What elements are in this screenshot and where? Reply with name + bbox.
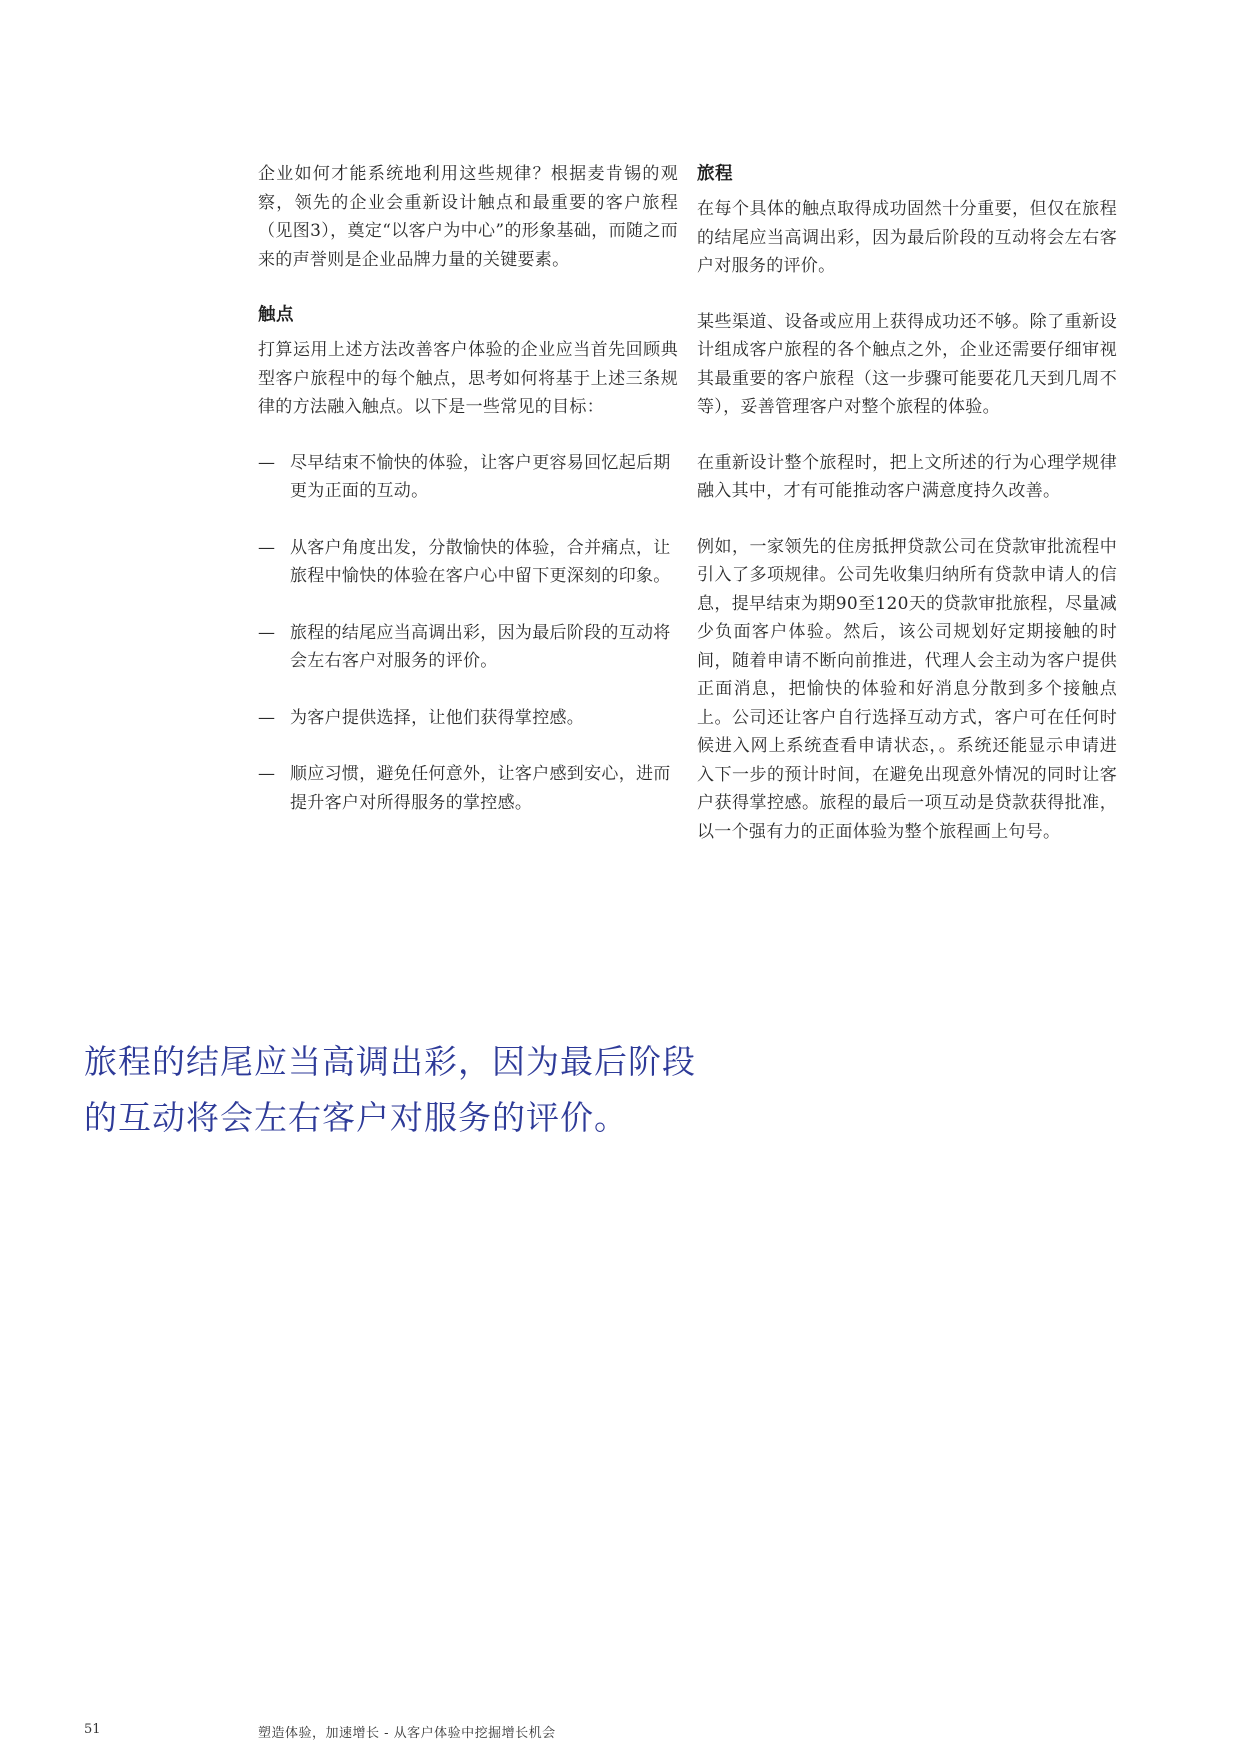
journey-paragraph: 在每个具体的触点取得成功固然十分重要，但仅在旅程的结尾应当高调出彩，因为最后阶段的互动将会左右客户对服务的评价。 xyxy=(697,199,1117,276)
left-column xyxy=(258,160,678,845)
dash-marker: — xyxy=(258,707,276,728)
intro-paragraph: 企业如何才能系统地利用这些规律？根据麦肯锡的观察，领先的企业会重新设计触点和最重要的客户旅程（见图3），奠定“以客户为中心”的形象基础，而随之而来的声誉则是企业品牌力量的关键要素。 xyxy=(258,164,678,270)
goals-list xyxy=(258,449,678,818)
journey-paragraph: 在重新设计整个旅程时，把上文所述的行为心理学规律融入其中，才有可能推动客户满意度持久改善。 xyxy=(697,452,1117,501)
page-number: 51 xyxy=(84,1722,101,1737)
pull-quote xyxy=(84,1034,764,1146)
list-item-text: 从客户角度出发，分散愉快的体验，合并痛点，让旅程中愉快的体验在客户心中留下更深刻的印象。 xyxy=(290,537,671,586)
journey-heading: 旅程 xyxy=(697,164,733,184)
dash-marker: — xyxy=(258,537,276,558)
list-item xyxy=(258,449,678,506)
pull-quote-line: 旅程的结尾应当高调出彩，因为最后阶段 xyxy=(84,1042,696,1081)
list-item-text: 顺应习惯，避免任何意外，让客户感到安心，进而提升客户对所得服务的掌控感。 xyxy=(290,764,671,813)
pull-quote-line: 的互动将会左右客户对服务的评价。 xyxy=(84,1098,628,1137)
list-item-text: 为客户提供选择，让他们获得掌控感。 xyxy=(290,707,585,728)
journey-paragraph: 某些渠道、设备或应用上获得成功还不够。除了重新设计组成客户旅程的各个触点之外，企业还需要仔细审视其最重要的客户旅程（这一步骤可能要花几天到几周不等），妥善管理客户对整个旅程的体验。 xyxy=(697,311,1117,417)
list-item xyxy=(258,534,678,591)
list-item-text: 旅程的结尾应当高调出彩，因为最后阶段的互动将会左右客户对服务的评价。 xyxy=(290,622,671,671)
example-paragraph: 例如，一家领先的住房抵押贷款公司在贷款审批流程中引入了多项规律。公司先收集归纳所有贷款申请人的信息，提早结束为期90至120天的贷款审批旅程，尽量减少负面客户体验。然后，该公司规划好定期接触的时间，随着申请不断向前推进，代理人会主动为客户提供正面消息，把愉快的体验和好消息分散到多个接触点上。公司还让客户自行选择互动方式，客户可在任何时候进入网上系统查看申请状态，。系统还能显示申请进入下一步的预计时间，在避免出现意外情况的同时让客户获得掌控感。旅程的最后一项互动是贷款获得批准，以一个强有力的正面体验为整个旅程画上句号。 xyxy=(697,536,1117,842)
footer-title: 塑造体验，加速增长 - 从客户体验中挖掘增长机会 xyxy=(258,1726,556,1741)
list-item xyxy=(258,619,678,676)
list-item-text: 尽早结束不愉快的体验，让客户更容易回忆起后期更为正面的互动。 xyxy=(290,452,671,501)
touchpoints-heading: 触点 xyxy=(258,305,294,325)
dash-marker: — xyxy=(258,764,276,784)
dash-marker: — xyxy=(258,622,276,643)
list-item xyxy=(258,704,678,733)
touchpoints-paragraph: 打算运用上述方法改善客户体验的企业应当首先回顾典型客户旅程中的每个触点，思考如何将基于上述三条规律的方法融入触点。以下是一些常见的目标： xyxy=(258,340,678,417)
right-column xyxy=(697,160,1117,873)
dash-marker: — xyxy=(258,452,276,473)
list-item xyxy=(258,760,678,817)
